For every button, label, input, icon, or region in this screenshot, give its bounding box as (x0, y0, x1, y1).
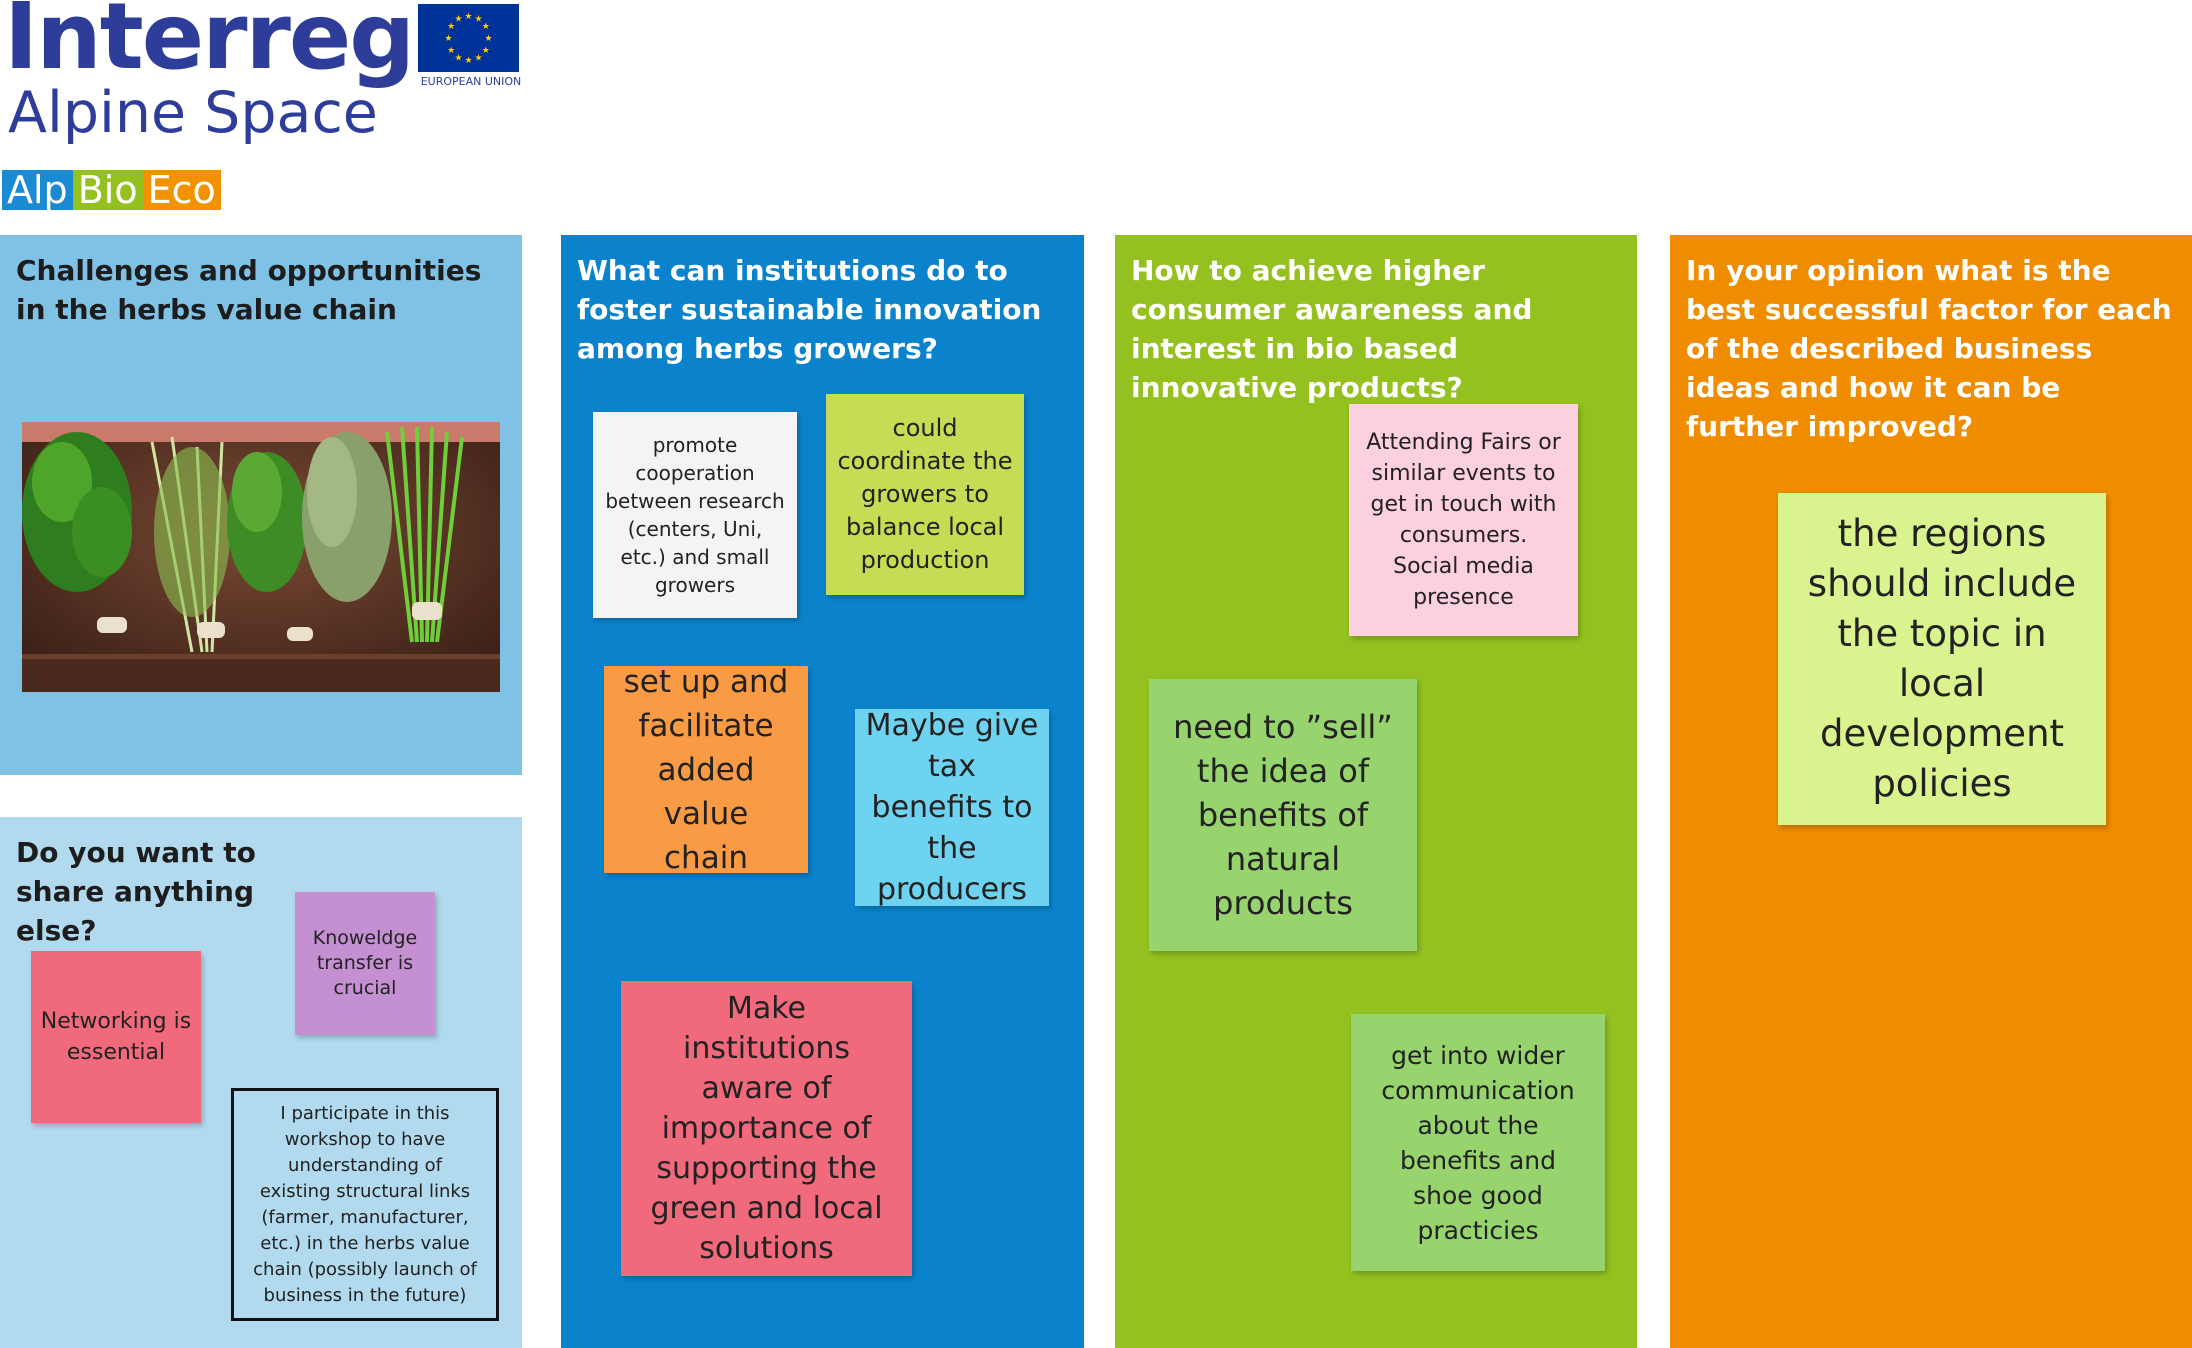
sticky-note: the regions should include the topic in local development policies (1778, 493, 2106, 825)
sticky-note: Make institutions aware of importance of supporting the green and local solutions (621, 981, 912, 1276)
consumer-panel-title: How to achieve higher consumer awareness and interest in bio based innovative products? (1131, 254, 1533, 404)
sticky-note: Networking is essential (31, 951, 201, 1123)
svg-text:★: ★ (481, 22, 490, 32)
alpbioeco-logo (2, 170, 221, 210)
bio-label: Bio (73, 170, 143, 210)
share-panel-title: Do you want to share anything else? (16, 836, 256, 947)
svg-text:★: ★ (447, 22, 456, 32)
sticky-note: could coordinate the growers to balance local production (826, 394, 1024, 595)
svg-text:★: ★ (454, 14, 463, 25)
sticky-note: promote cooperation between research (centers, Uni, etc.) and small growers (593, 412, 797, 618)
herbs-panel-title: Challenges and opportunities in the herbs value chain (16, 254, 482, 326)
sticky-note: Maybe give tax benefits to the producers (855, 709, 1049, 906)
sticky-note: Knoweldge transfer is crucial (295, 892, 435, 1035)
svg-text:★: ★ (464, 56, 473, 66)
svg-text:★: ★ (474, 53, 483, 64)
sticky-note: need to ”sell” the idea of benefits of natural products (1149, 679, 1417, 951)
sticky-note: set up and facilitate added value chain (604, 666, 808, 873)
eu-flag-icon (418, 4, 519, 72)
success-panel-title: In your opinion what is the best successful factor for each of the described business ideas and how it can be further improved? (1686, 254, 2172, 443)
herbs-photo (22, 422, 500, 692)
sticky-note: get into wider communication about the benefits and shoe good practicies (1351, 1014, 1605, 1271)
svg-text:★: ★ (484, 34, 493, 44)
svg-text:★: ★ (464, 12, 473, 22)
svg-text:★: ★ (447, 46, 456, 56)
svg-text:★: ★ (454, 53, 463, 64)
alpine-space-logo: Alpine Space (8, 80, 378, 146)
svg-text:★: ★ (481, 46, 490, 56)
svg-text:★: ★ (474, 14, 483, 25)
svg-text:★: ★ (444, 34, 453, 44)
alp-label: Alp (2, 170, 73, 210)
sticky-note: Attending Fairs or similar events to get in touch with consumers. Social media presence (1349, 404, 1578, 636)
eu-label: EUROPEAN UNION (420, 75, 522, 88)
interreg-logo: Interreg (4, 0, 414, 90)
institutions-panel-title: What can institutions do to foster sustainable innovation among herbs growers? (577, 254, 1042, 365)
participation-note: I participate in this workshop to have understanding of existing structural links (farmer, manufacturer, etc.) in the herbs value chain (possibly launch of business in the future) (231, 1088, 499, 1321)
eco-label: Eco (143, 170, 221, 210)
